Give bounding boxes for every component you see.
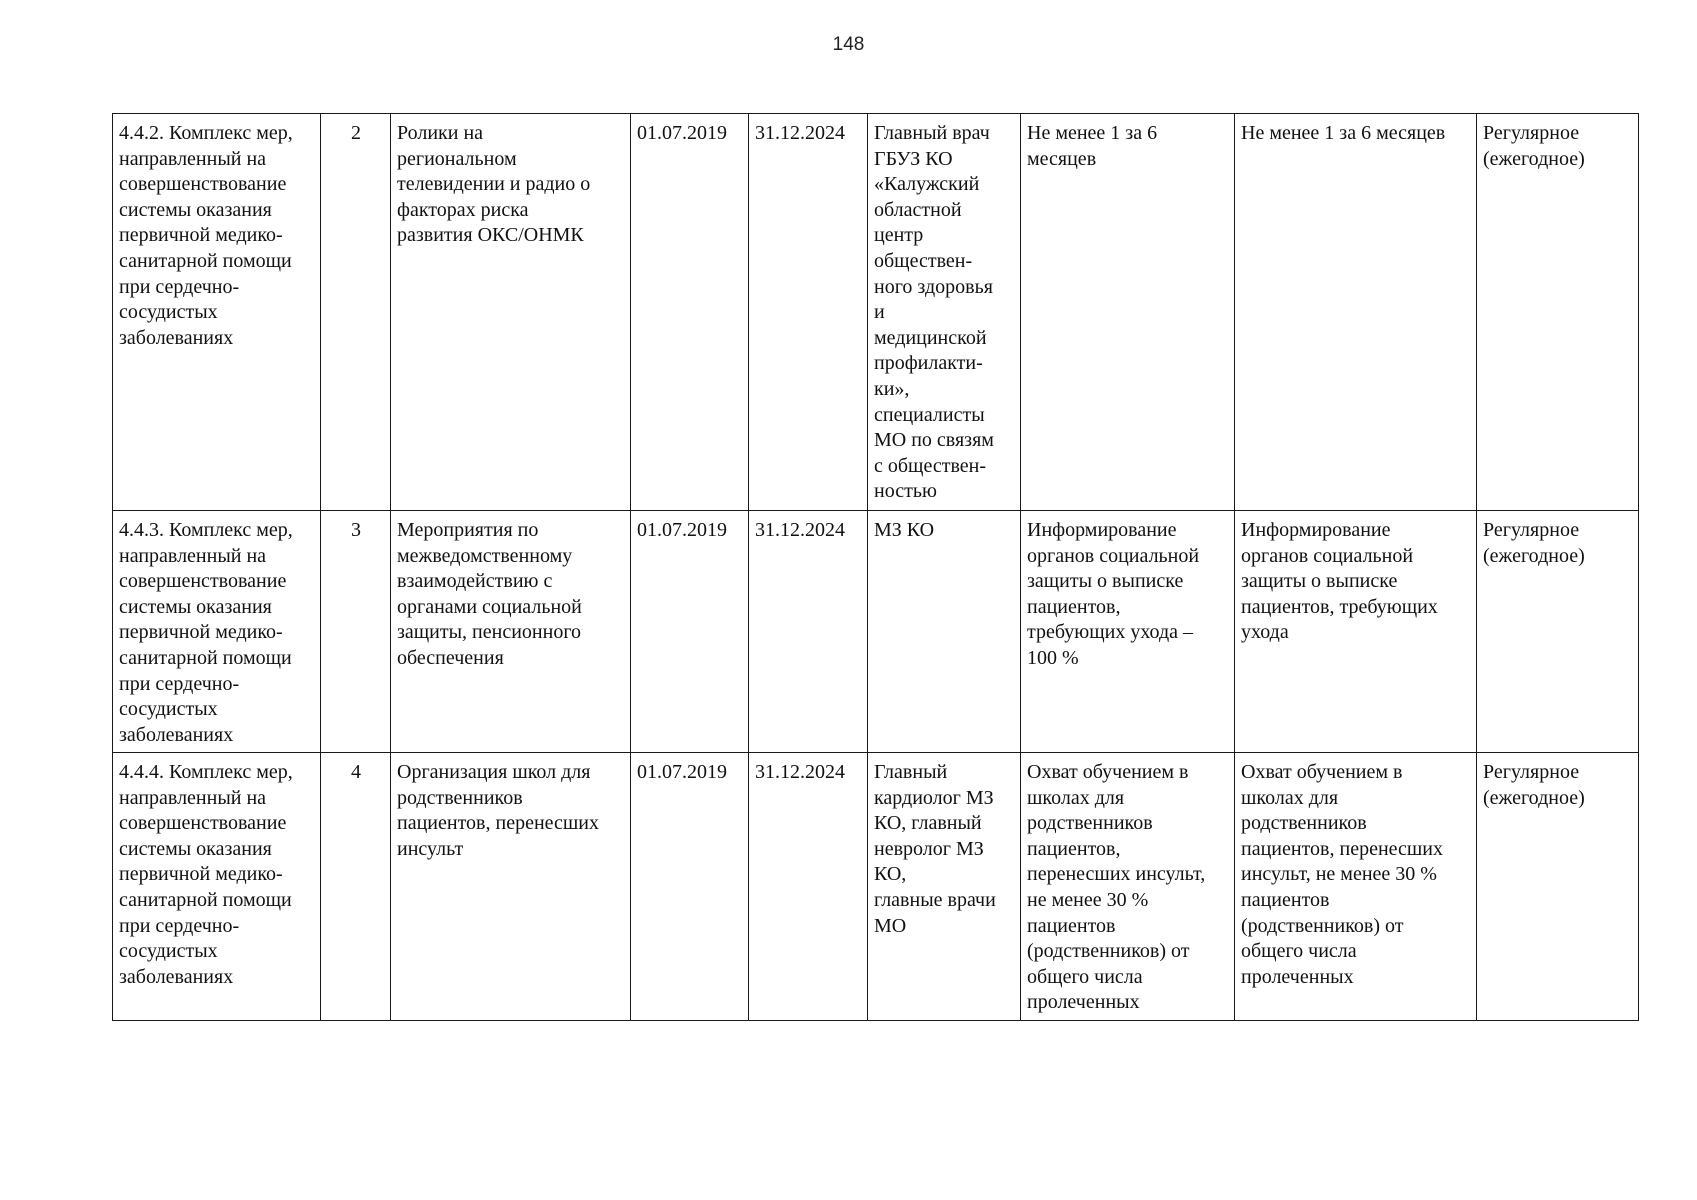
result-cell: Охват обучением в школах для родственников пациентов, перенесших инсульт, не менее 30 % пациентов (родственников) от общего числа пролеченных <box>1235 753 1477 1021</box>
number-cell: 2 <box>321 114 391 511</box>
frequency-cell: Регулярное (ежегодное) <box>1477 753 1639 1021</box>
start-date-cell: 01.07.2019 <box>631 753 749 1021</box>
measures-table <box>112 113 1639 1021</box>
event-cell: Мероприятия по межведомственному взаимодействию с органами социальной защиты, пенсионного обеспечения <box>391 511 631 753</box>
measure-cell: 4.4.3. Комплекс мер, направленный на совершенствование системы оказания первичной медико- санитарной помощи при сердечно- сосудистых заболеваниях <box>113 511 321 753</box>
frequency-cell: Регулярное (ежегодное) <box>1477 114 1639 511</box>
event-cell: Организация школ для родственников пациентов, перенесших инсульт <box>391 753 631 1021</box>
end-date-cell: 31.12.2024 <box>749 114 868 511</box>
table-row <box>113 114 1639 511</box>
end-date-cell: 31.12.2024 <box>749 753 868 1021</box>
start-date-cell: 01.07.2019 <box>631 114 749 511</box>
indicator-cell: Информирование органов социальной защиты о выписке пациентов, требующих ухода – 100 % <box>1021 511 1235 753</box>
result-cell: Информирование органов социальной защиты о выписке пациентов, требующих ухода <box>1235 511 1477 753</box>
responsible-cell: МЗ КО <box>868 511 1021 753</box>
measure-cell: 4.4.4. Комплекс мер, направленный на совершенствование системы оказания первичной медико- санитарной помощи при сердечно- сосудистых заболеваниях <box>113 753 321 1021</box>
number-cell: 3 <box>321 511 391 753</box>
indicator-cell: Не менее 1 за 6 месяцев <box>1021 114 1235 511</box>
page-number: 148 <box>832 34 865 55</box>
measure-cell: 4.4.2. Комплекс мер, направленный на совершенствование системы оказания первичной медико- санитарной помощи при сердечно- сосудистых заболеваниях <box>113 114 321 511</box>
table-row <box>113 511 1639 753</box>
responsible-cell: Главный кардиолог МЗ КО, главный невролог МЗ КО, главные врачи МО <box>868 753 1021 1021</box>
table-row <box>113 753 1639 1021</box>
indicator-cell: Охват обучением в школах для родственников пациентов, перенесших инсульт, не менее 30 % пациентов (родственников) от общего числа пролеченных <box>1021 753 1235 1021</box>
event-cell: Ролики на региональном телевидении и радио о факторах риска развития ОКС/ОНМК <box>391 114 631 511</box>
frequency-cell: Регулярное (ежегодное) <box>1477 511 1639 753</box>
responsible-cell: Главный врач ГБУЗ КО «Калужский областной центр обществен- ного здоровья и медицинской профилакти- ки», специалисты МО по связям с обществен- ностью <box>868 114 1021 511</box>
result-cell: Не менее 1 за 6 месяцев <box>1235 114 1477 511</box>
number-cell: 4 <box>321 753 391 1021</box>
end-date-cell: 31.12.2024 <box>749 511 868 753</box>
start-date-cell: 01.07.2019 <box>631 511 749 753</box>
